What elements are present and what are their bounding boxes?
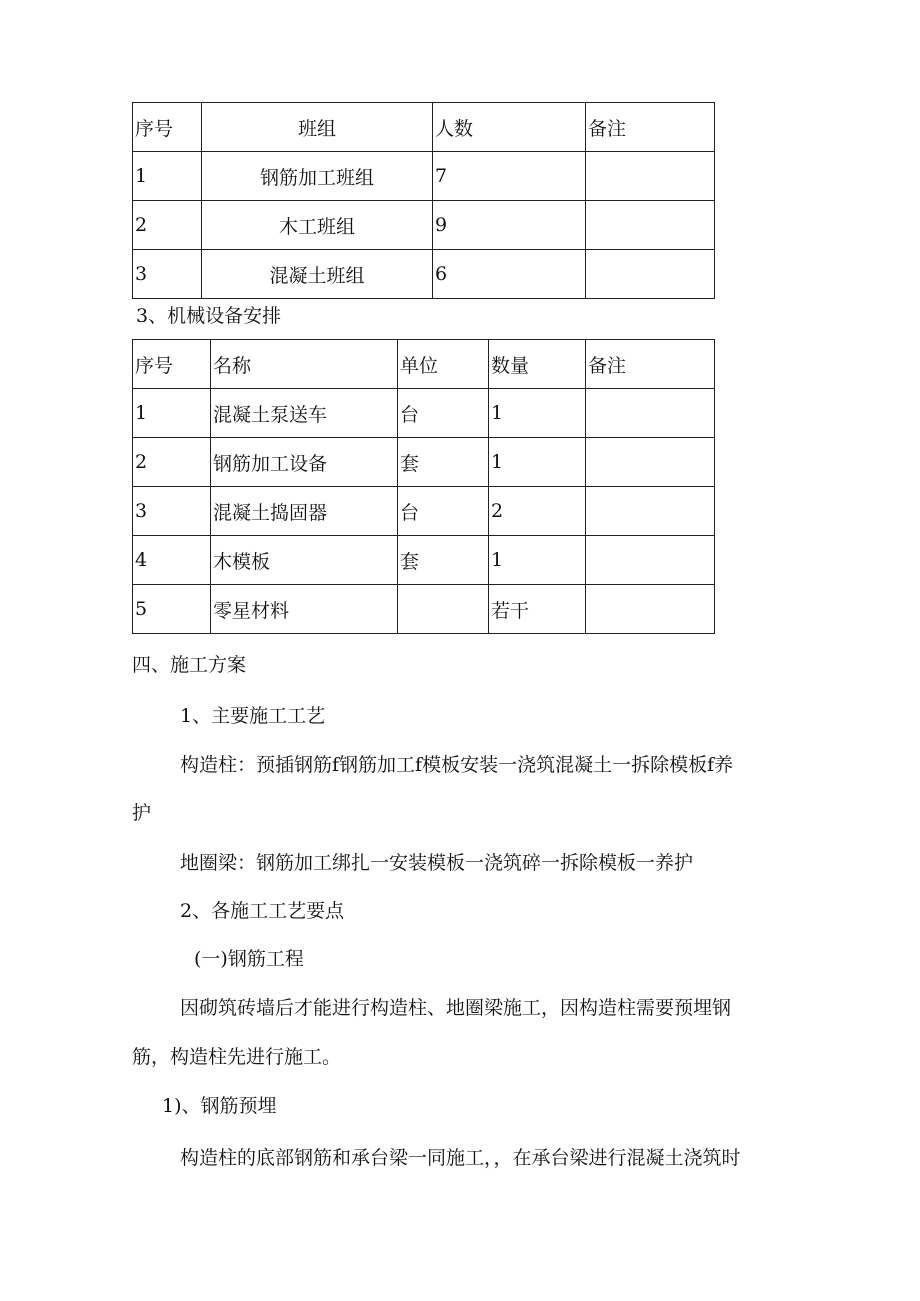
table-header-row (133, 103, 715, 152)
paragraph-line: 地圈梁：钢筋加工绑扎一安装模板一浇筑碎一拆除模板一养护 (180, 852, 694, 874)
header-cell: 备注 (586, 340, 715, 389)
table-cell (586, 536, 715, 585)
table-row (133, 585, 715, 634)
table-row (133, 201, 715, 250)
table-cell: 1 (489, 438, 586, 487)
paragraph-line: 构造柱：预插钢筋f钢筋加工f模板安装一浇筑混凝土一拆除模板f养 (180, 754, 734, 776)
table-cell: 3 (133, 487, 211, 536)
header-cell: 序号 (133, 103, 202, 152)
table-cell: 2 (489, 487, 586, 536)
table-cell: 2 (133, 201, 202, 250)
table-row (133, 250, 715, 299)
subsection-title: 1、主要施工工艺 (180, 705, 326, 727)
table-cell: 混凝土班组 (202, 250, 433, 299)
table-cell: 若干 (489, 585, 586, 634)
paragraph-line: 护 (132, 802, 152, 824)
table-cell: 2 (133, 438, 211, 487)
subsection-title: 1)、钢筋预埋 (162, 1095, 277, 1117)
table-cell: 台 (398, 389, 489, 438)
table-cell (398, 585, 489, 634)
subsection-title: 2、各施工工艺要点 (180, 900, 345, 922)
table-cell: 钢筋加工设备 (211, 438, 398, 487)
table-cell (586, 389, 715, 438)
header-cell: 备注 (586, 103, 715, 152)
table-cell: 6 (433, 250, 586, 299)
table-cell: 1 (489, 389, 586, 438)
table-cell: 1 (133, 389, 211, 438)
table-cell: 混凝土捣固器 (211, 487, 398, 536)
paragraph-line: 因砌筑砖墙后才能进行构造柱、地圈梁施工，因构造柱需要预埋钢 (180, 997, 732, 1019)
table-cell: 套 (398, 536, 489, 585)
table-cell: 木模板 (211, 536, 398, 585)
table-cell: 5 (133, 585, 211, 634)
table-row (133, 389, 715, 438)
table-cell: 7 (433, 152, 586, 201)
table-cell (586, 250, 715, 299)
header-cell: 单位 (398, 340, 489, 389)
table-cell: 4 (133, 536, 211, 585)
table-cell: 零星材料 (211, 585, 398, 634)
table-cell: 混凝土泵送车 (211, 389, 398, 438)
table-row (133, 152, 715, 201)
table-row (133, 536, 715, 585)
table-row (133, 438, 715, 487)
equipment-heading: 3、机械设备安排 (136, 305, 282, 327)
header-cell: 名称 (211, 340, 398, 389)
table-cell (586, 585, 715, 634)
paragraph-line: 筋，构造柱先进行施工。 (132, 1046, 342, 1068)
table-header-row (133, 340, 715, 389)
table-cell: 1 (489, 536, 586, 585)
table-cell (586, 201, 715, 250)
header-cell: 序号 (133, 340, 211, 389)
section-title: 四、施工方案 (132, 654, 247, 676)
table-cell: 台 (398, 487, 489, 536)
table-cell: 钢筋加工班组 (202, 152, 433, 201)
header-cell: 人数 (433, 103, 586, 152)
table-cell: 3 (133, 250, 202, 299)
subsection-title: (一)钢筋工程 (194, 948, 304, 970)
table-cell: 套 (398, 438, 489, 487)
table-cell (586, 438, 715, 487)
table-cell: 1 (133, 152, 202, 201)
table-cell (586, 487, 715, 536)
table-cell (586, 152, 715, 201)
table-cell: 木工班组 (202, 201, 433, 250)
header-cell: 班组 (202, 103, 433, 152)
table-row (133, 487, 715, 536)
staff-table (132, 102, 715, 299)
paragraph-line: 构造柱的底部钢筋和承台梁一同施工，，在承台梁进行混凝土浇筑时 (180, 1147, 741, 1169)
equipment-table (132, 339, 715, 634)
header-cell: 数量 (489, 340, 586, 389)
table-cell: 9 (433, 201, 586, 250)
